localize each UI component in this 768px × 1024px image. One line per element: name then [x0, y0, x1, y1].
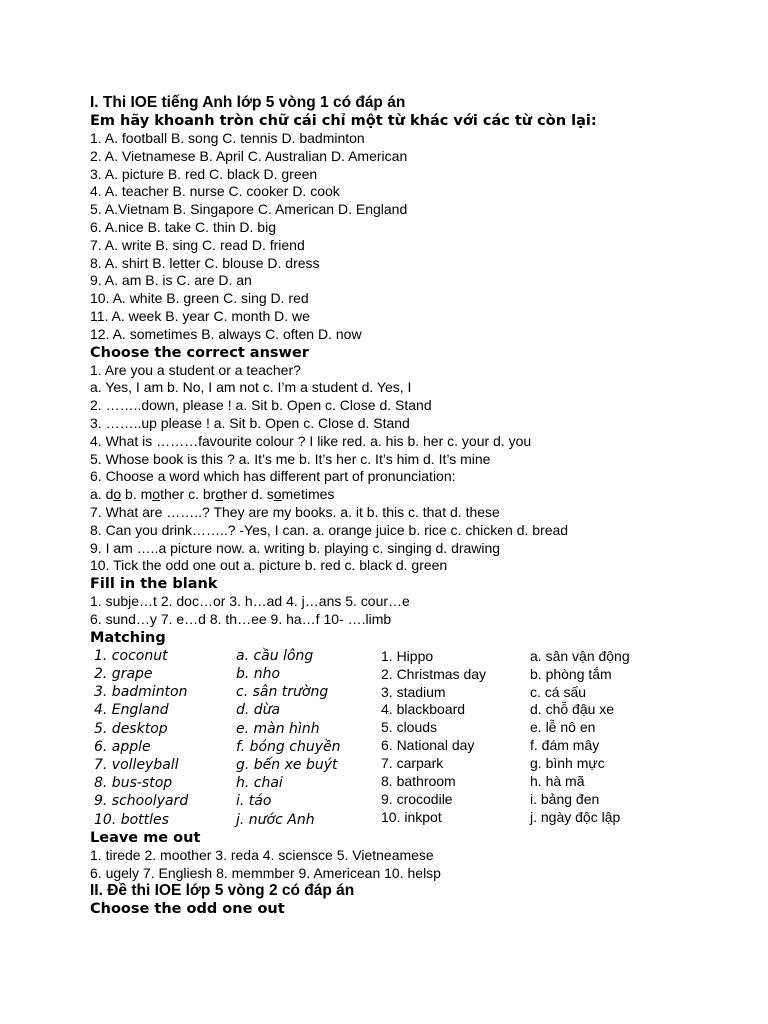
question-line: 5. A.Vietnam B. Singapore C. American D. England [90, 201, 408, 218]
pron-text: metimes [281, 486, 335, 503]
match-item: g. bình mực [530, 755, 605, 772]
question-line: 1. subje…t 2. doc…or 3. h…ad 4. j…ans 5. cour…e [90, 593, 410, 610]
match-item: 7. carpark [381, 755, 444, 772]
match-item: c. sân trường [236, 684, 329, 701]
question-line: 1. A. football B. song C. tennis D. badminton [90, 130, 365, 146]
match-item: 10. bottles [94, 811, 169, 828]
part-6-heading: Choose the odd one out [90, 901, 285, 918]
part-1-heading: Em hãy khoanh tròn chữ cái chỉ một từ khác với các từ còn lại: [90, 113, 597, 129]
match-item: j. nước Anh [236, 811, 315, 828]
part-2-heading: Choose the correct answer [90, 344, 309, 361]
match-item: 8. bus-stop [94, 775, 173, 792]
matching-column-english-1 [90, 647, 236, 829]
match-item: 9. schoolyard [94, 793, 189, 810]
pron-underlined-letter: o [273, 486, 282, 503]
question-line: 11. A. week B. year C. month D. we [90, 307, 310, 324]
match-item: 10. inkpot [381, 808, 442, 825]
question-line: 6. A.nice B. take C. thin D. big [90, 218, 276, 235]
match-item: a. sân vận động [530, 647, 630, 664]
match-item: d. chỗ đậu xe [530, 701, 615, 718]
match-item: h. chai [236, 775, 283, 792]
match-item: 4. blackboard [381, 701, 466, 718]
match-item: 3. stadium [381, 683, 446, 700]
question-line: 7. What are ……..? They are my books. a. it b. this c. that d. these [90, 503, 500, 520]
question-line: 1. tirede 2. moother 3. reda 4. sciensce 5. Vietneamese [90, 846, 434, 863]
match-item: a. cầu lông [236, 647, 314, 664]
part-5-heading: Leave me out [90, 829, 201, 846]
question-line: 12. A. sometimes B. always C. often D. now [90, 325, 362, 342]
match-item: 8. bathroom [381, 773, 456, 790]
match-item: 2. Christmas day [381, 665, 487, 682]
match-item: g. bến xe buýt [236, 756, 338, 773]
pron-underlined-letter: o [113, 486, 122, 503]
match-item: 3. badminton [94, 684, 188, 701]
match-item: 6. apple [94, 738, 151, 755]
question-line: 4. A. teacher B. nurse C. cooker D. cook [90, 183, 340, 200]
match-item: 4. England [94, 702, 169, 719]
part-2-list [90, 362, 710, 576]
matching-column-english-2 [381, 647, 530, 829]
question-line: 10. Tick the odd one out a. picture b. red c. black d. green [90, 557, 448, 574]
match-item: f. đám mây [530, 737, 600, 754]
section-1-title: I. Thi IOE tiếng Anh lớp 5 vòng 1 có đáp án [90, 94, 406, 111]
question-line: 9. A. am B. is C. are D. an [90, 272, 252, 289]
question-line: 3. ……..up please ! a. Sit b. Open c. Close d. Stand [90, 414, 410, 431]
question-line: a. Yes, I am b. No, I am not c. I’m a student d. Yes, I [90, 379, 412, 396]
pron-text: ther c. br [160, 486, 216, 503]
question-line: 6. sund…y 7. e…d 8. th…ee 9. ha…f 10- ….limb [90, 610, 392, 627]
question-line: 2. A. Vietnamese B. April C. Australian D. American [90, 147, 408, 164]
pronunciation-options [90, 486, 710, 504]
match-item: i. táo [236, 793, 272, 810]
question-line: 9. I am …..a picture now. a. writing b. playing c. singing d. drawing [90, 539, 501, 556]
document-page [90, 94, 710, 918]
match-item: c. cá sấu [530, 683, 587, 700]
match-item: 5. desktop [94, 720, 168, 737]
question-line: 7. A. write B. sing C. read D. friend [90, 236, 305, 253]
question-line: 8. A. shirt B. letter C. blouse D. dress [90, 254, 320, 271]
match-item: d. dừa [236, 702, 281, 719]
match-item: e. màn hình [236, 720, 320, 737]
match-item: b. nho [236, 665, 281, 682]
question-line: 4. What is ………favourite colour ? I like red. a. his b. her c. your d. you [90, 432, 532, 449]
match-item: 7. volleyball [94, 756, 179, 773]
pron-underlined-letter: o [152, 486, 161, 503]
matching-table [90, 647, 710, 829]
question-line: 5. Whose book is this ? a. It’s me b. It’s her c. It’s him d. It’s mine [90, 450, 491, 467]
match-item: f. bóng chuyền [236, 738, 341, 755]
match-item: 6. National day [381, 737, 475, 754]
question-line: 1. Are you a student or a teacher? [90, 361, 301, 378]
match-item: 1. coconut [94, 647, 168, 664]
question-line: 2. ……..down, please ! a. Sit b. Open c. Close d. Stand [90, 397, 432, 414]
question-line: 10. A. white B. green C. sing D. red [90, 290, 309, 307]
match-item: 2. grape [94, 665, 153, 682]
part-5-list [90, 847, 710, 883]
pron-text: ther d. s [223, 486, 274, 503]
question-line: 6. ugely 7. Engliesh 8. memmber 9. Americean 10. helsp [90, 864, 441, 881]
match-item: h. hà mã [530, 773, 585, 790]
matching-column-vietnamese-1 [236, 647, 381, 829]
match-item: j. ngày độc lập [530, 808, 621, 825]
pron-underlined-letter: o [215, 486, 224, 503]
question-line: 3. A. picture B. red C. black D. green [90, 165, 318, 182]
question-line: 6. Choose a word which has different part of pronunciation: [90, 468, 456, 485]
pron-text: a. d [90, 486, 114, 503]
match-item: e. lễ nô en [530, 719, 596, 736]
match-item: 1. Hippo [381, 647, 434, 664]
match-item: i. bảng đen [530, 790, 600, 807]
match-item: b. phòng tắm [530, 665, 612, 682]
part-1-list [90, 130, 710, 344]
part-4-heading: Matching [90, 629, 166, 646]
question-line: 8. Can you drink……..? -Yes, I can. a. orange juice b. rice c. chicken d. bread [90, 521, 569, 538]
section-2-title: II. Đề thi IOE lớp 5 vòng 2 có đáp án [90, 882, 355, 900]
match-item: 5. clouds [381, 719, 438, 736]
part-3-heading: Fill in the blank [90, 576, 218, 593]
matching-column-vietnamese-2 [530, 647, 700, 829]
match-item: 9. crocodile [381, 790, 453, 807]
part-3-list [90, 593, 710, 629]
pron-text: b. m [121, 486, 153, 503]
